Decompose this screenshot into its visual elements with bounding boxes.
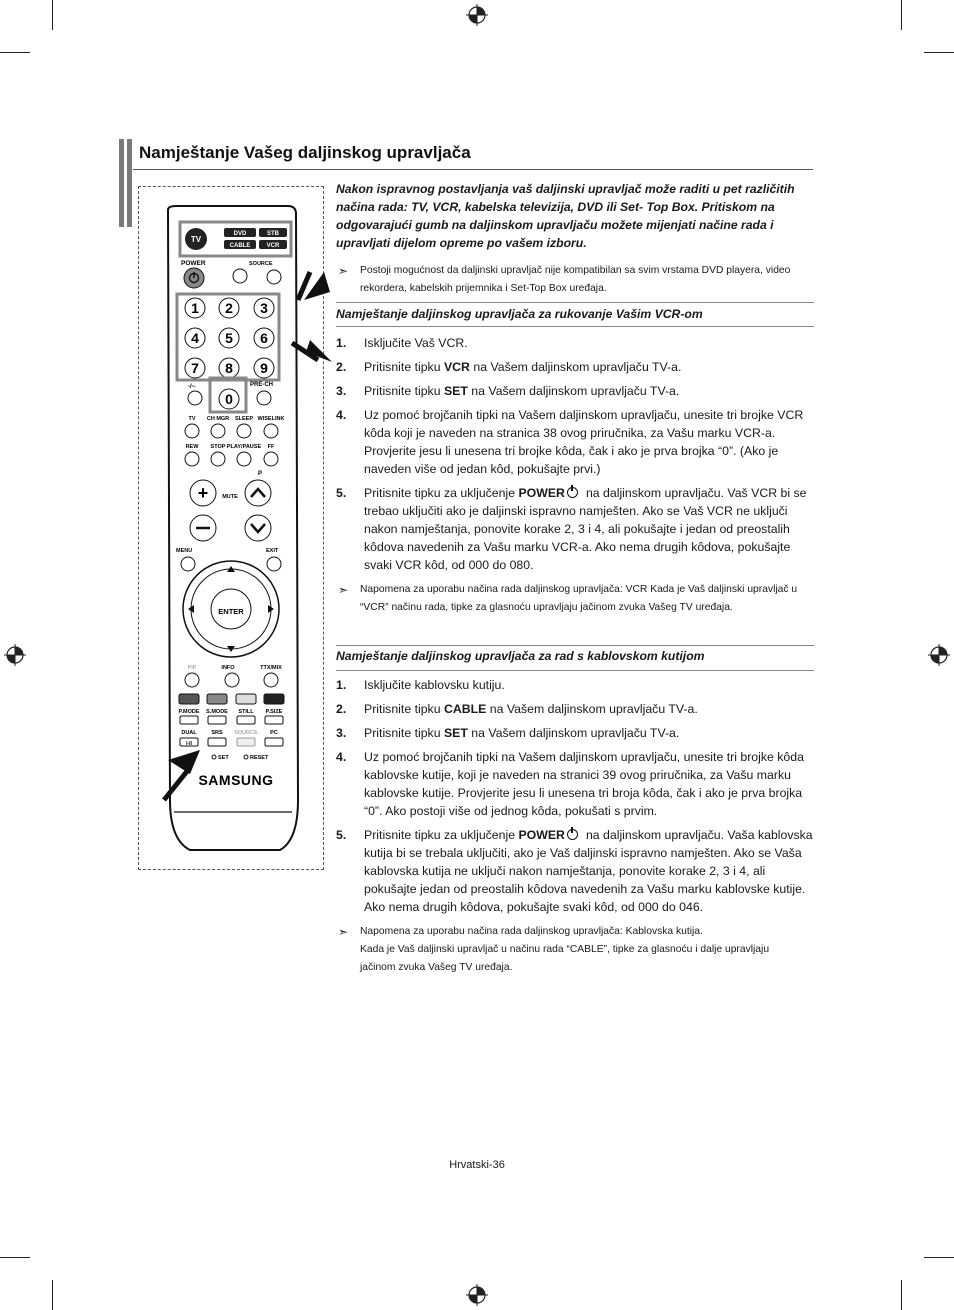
list-item	[336, 724, 814, 742]
header-accent-bar	[127, 139, 132, 227]
note-arrow-icon: ➣	[338, 925, 349, 939]
step-text: Uz pomoć brojčanih tipki na Vašem daljinskom upravljaču, unesite tri brojke VCR kôda koji je naveden na stranica 38 ovog priručnika, za Vašu marku VCR-a. Provjerite jesu li unesena tri brojke kôda, čak i ako je prva brojka “0”. (Ako je naveden više od jedan kôd, pokušajte prvi.)	[364, 408, 804, 476]
remote-psize-label: P.SIZE	[265, 709, 283, 715]
remote-prech-label: PRE-CH	[250, 382, 274, 388]
remote-set-button[interactable]: SET	[218, 755, 229, 761]
remote-exit-label: EXIT	[266, 548, 279, 554]
step-number: 1.	[336, 336, 347, 350]
power-icon	[567, 487, 578, 498]
remote-source-label: SOURCE	[249, 261, 273, 267]
step-text: Pritisnite tipku	[364, 726, 444, 740]
registration-mark-icon	[928, 644, 950, 666]
remote-still-label: STILL	[238, 709, 254, 715]
section-divider	[336, 670, 814, 671]
step-text: Uz pomoć brojčanih tipki na Vašem daljinskom upravljaču, unesite tri brojke kôda kablovske kutije, koji je naveden na stranici 39 ovog priručnika, za Vašu marku kablovske kutije. Provjerite jesu li unesena tri broja kôda, čak i ako je prva brojka “0”. Ako postoji više od jednog kôda, pokušati s prvim.	[364, 750, 804, 818]
registration-mark-icon	[4, 644, 26, 666]
step-number: 2.	[336, 360, 347, 374]
step-text: Pritisnite tipku	[364, 702, 444, 716]
key-name: SET	[443, 384, 468, 398]
section-divider	[336, 302, 814, 303]
note-arrow-icon: ➣	[338, 264, 349, 278]
cable-section-heading: Namještanje daljinskog upravljača za rad s kablovskom kutijom	[336, 649, 705, 663]
remote-key-7[interactable]: 7	[191, 360, 199, 376]
remote-srs-label: SRS	[211, 730, 223, 736]
remote-wiselink-label: WISELINK	[257, 416, 285, 422]
note-text: Postoji mogućnost da daljinski upravljač nije kompatibilan sa svim vrstama DVD playera, video rekordera, kabelskih prijemnika i Set-Top Box uređaja.	[360, 265, 791, 294]
step-number: 3.	[336, 384, 347, 398]
vcr-section-heading: Namještanje daljinskog upravljača za rukovanje Vašim VCR-om	[336, 307, 703, 321]
volume-up-icon[interactable]: +	[197, 483, 209, 503]
step-text: Pritisnite tipku	[364, 384, 444, 398]
note-text: Kada je Vaš daljinski upravljač u načinu rada “CABLE”, tipke za glasnoću i dalje upravljaju	[360, 944, 770, 955]
crop-mark	[52, 1280, 53, 1310]
crop-mark	[0, 1257, 30, 1258]
note-text: Napomena za uporabu načina rada daljinskog upravljača: VCR Kada je Vaš daljinski upravljač u “VCR” načinu rada, tipke za glasnoću upravljaju jačinom zvuka Vašeg TV uređaja.	[360, 584, 798, 613]
remote-control-illustration	[160, 200, 340, 860]
remote-enter-button[interactable]: ENTER	[218, 607, 244, 616]
note-arrow-icon: ➣	[338, 583, 349, 597]
remote-key-2[interactable]: 2	[225, 300, 233, 316]
power-icon	[567, 829, 578, 840]
remote-pc-label: PC	[270, 730, 278, 736]
list-item	[336, 334, 814, 352]
remote-power-label: POWER	[181, 260, 206, 267]
registration-mark-icon	[466, 4, 488, 26]
remote-rew-label: REW	[185, 444, 199, 450]
list-item	[336, 748, 814, 820]
step-number: 5.	[336, 486, 347, 500]
crop-mark	[52, 0, 53, 30]
remote-tv-mode-button[interactable]: TV	[190, 235, 202, 244]
intro-paragraph: Nakon ispravnog postavljanja vaš daljinski upravljač može raditi u pet različitih načina rada: TV, VCR, kabelska televizija, DVD ili Set- Top Box. Pritiskom na odgovarajući gumb na daljinskom upravljaču možete mijenjati načine rada i upravljati dijelom opreme po vašem izboru.	[336, 182, 795, 250]
remote-key-4[interactable]: 4	[191, 330, 199, 346]
step-text: na daljinskom upravljaču. Vaš VCR bi se trebao uključiti ako je daljinski ispravno namješten. Ako se Vaš VCR ne uključi nakon namještanja, ponovite korake 2, 3 i 4, ali pokušajte i jedan od preostalih kôdova navedenih za Vašu marku VCR-a. Ako nema drugih kôdova, pokušajte svaki VCR kôd, od 000 do 080.	[364, 486, 807, 572]
remote-menu-label: MENU	[176, 548, 193, 554]
step-number: 2.	[336, 702, 347, 716]
remote-chmgr-label: CH MGR	[206, 416, 230, 422]
remote-key-3[interactable]: 3	[260, 300, 268, 316]
registration-mark-icon	[466, 1284, 488, 1306]
remote-playpause-label: PLAY/PAUSE	[226, 444, 262, 450]
header-accent-bar	[119, 139, 124, 227]
step-text: na Vašem daljinskom upravljaču TV-a.	[467, 726, 680, 740]
step-number: 1.	[336, 678, 347, 692]
list-item	[336, 484, 814, 574]
step-text: Isključite kablovsku kutiju.	[364, 678, 505, 692]
step-text: na Vašem daljinskom upravljaču TV-a.	[467, 384, 680, 398]
step-number: 4.	[336, 408, 347, 422]
remote-key-1[interactable]: 1	[191, 300, 199, 316]
remote-dvd-button[interactable]: DVD	[233, 231, 247, 237]
remote-key-0[interactable]: 0	[225, 391, 233, 407]
remote-sleep-label: SLEEP	[234, 416, 254, 422]
remote-dual-label: DUAL	[181, 730, 197, 736]
remote-number-keys[interactable]	[185, 298, 274, 378]
remote-key-6[interactable]: 6	[260, 330, 268, 346]
crop-mark	[924, 1257, 954, 1258]
vcr-steps-list	[336, 334, 814, 580]
step-text: na daljinskom upravljaču. Vaša kablovska kutija bi se trebala uključiti, ako je Vaš daljinski ispravno namješten. Ako se Vaša kablovska kutija ne uključi nakon namještanja, ponovite korake 2, 3 i 4, ali pokušajte jedan od preostalih kôdova navedenih za Vašu marku kablovske kutije. Ako nema drugih kôdova, pokušajte svaki kôd, od 000 do 046.	[364, 828, 813, 914]
title-divider	[133, 169, 813, 170]
remote-key-9[interactable]: 9	[260, 360, 268, 376]
list-item	[336, 826, 814, 916]
crop-mark	[0, 52, 30, 53]
samsung-logo: SAMSUNG	[198, 772, 274, 788]
page-title: Namještanje Vašeg daljinskog upravljača	[139, 143, 471, 162]
remote-cable-button[interactable]: CABLE	[229, 243, 251, 249]
list-item	[336, 676, 814, 694]
list-item	[336, 358, 814, 376]
key-name: CABLE	[443, 702, 487, 716]
note-text: Napomena za uporabu načina rada daljinskog upravljača: Kablovska kutija.	[360, 926, 703, 937]
step-text: na Vašem daljinskom upravljaču TV-a.	[469, 360, 682, 374]
remote-source2-label: SOURCE	[234, 730, 258, 736]
remote-pip-label: PIP	[187, 665, 197, 671]
remote-key-5[interactable]: 5	[225, 330, 233, 346]
remote-vcr-button[interactable]: VCR	[266, 243, 280, 249]
remote-dash-label: -/--	[188, 384, 196, 390]
remote-ttxmix-label: TTX/MIX	[260, 665, 282, 671]
remote-stb-button[interactable]: STB	[267, 231, 279, 237]
step-number: 5.	[336, 828, 347, 842]
section-divider	[336, 645, 814, 646]
step-text: Isključite Vaš VCR.	[364, 336, 468, 350]
step-text: na Vašem daljinskom upravljaču TV-a.	[486, 702, 698, 716]
note-compatibility	[336, 262, 814, 298]
remote-dual-sub-label: I-II	[186, 741, 192, 747]
step-text: Pritisnite tipku za uključenje	[364, 486, 519, 500]
remote-ff-label: FF	[267, 444, 275, 450]
pointer-arrow-icon	[306, 340, 332, 362]
remote-p-label: P	[257, 471, 263, 477]
remote-pmode-label: P.MODE	[178, 709, 200, 715]
crop-mark	[901, 1280, 902, 1310]
remote-info-label: INFO	[221, 665, 235, 671]
remote-tv-label: TV	[188, 416, 196, 422]
key-name: SET	[443, 726, 468, 740]
note-cable	[336, 923, 814, 977]
note-vcr	[336, 581, 814, 617]
step-text: Pritisnite tipku	[364, 360, 444, 374]
step-text: Pritisnite tipku za uključenje	[364, 828, 519, 842]
step-number: 3.	[336, 726, 347, 740]
step-number: 4.	[336, 750, 347, 764]
list-item	[336, 700, 814, 718]
remote-smode-label: S.MODE	[206, 709, 228, 715]
page-footer: Hrvatski-36	[449, 1159, 505, 1171]
crop-mark	[901, 0, 902, 30]
key-name: POWER	[518, 486, 565, 500]
section-divider	[336, 326, 814, 327]
key-name: VCR	[443, 360, 470, 374]
cable-steps-list	[336, 676, 814, 922]
key-name: POWER	[518, 828, 565, 842]
remote-stop-label: STOP	[210, 444, 226, 450]
note-text: jačinom zvuka Vašeg TV uređaja.	[360, 962, 513, 973]
crop-mark	[924, 52, 954, 53]
list-item	[336, 406, 814, 478]
list-item	[336, 382, 814, 400]
remote-mute-label: MUTE	[222, 494, 238, 500]
remote-reset-button[interactable]: RESET	[250, 755, 269, 761]
remote-key-8[interactable]: 8	[225, 360, 233, 376]
